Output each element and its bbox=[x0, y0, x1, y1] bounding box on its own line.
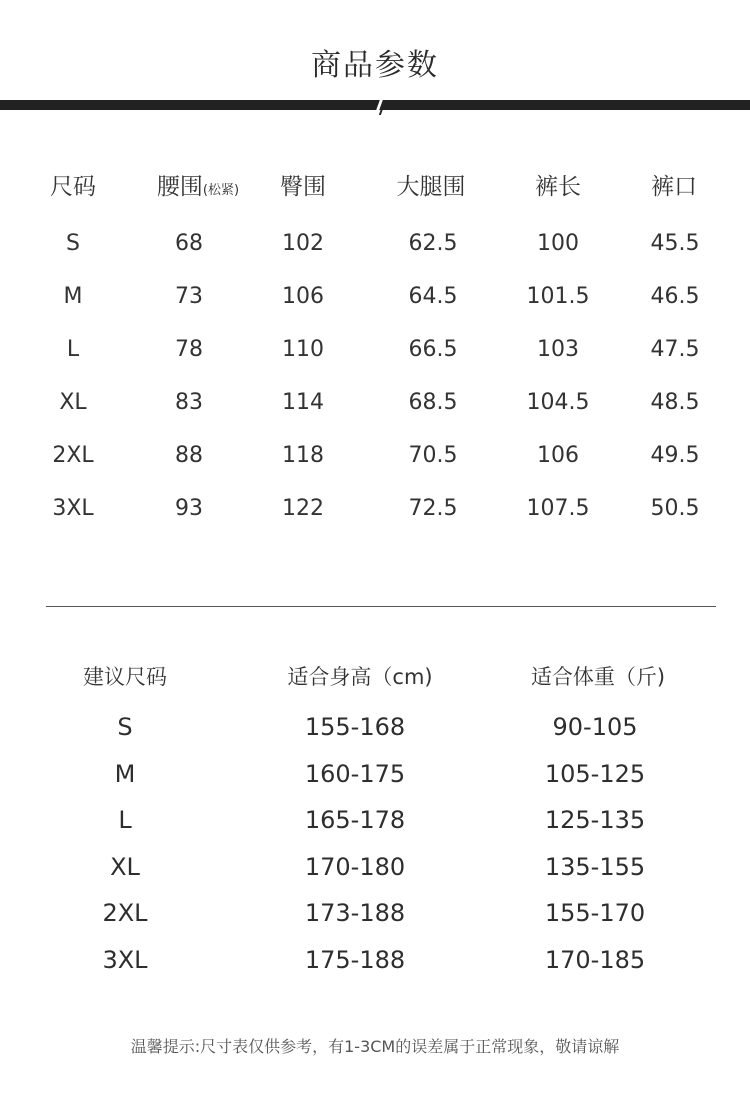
header-hip: 臀围 bbox=[280, 174, 326, 200]
fit-weight-cell: 170-185 bbox=[544, 946, 646, 974]
header-weight: 适合体重（斤) bbox=[530, 665, 666, 689]
thigh-cell: 64.5 bbox=[408, 284, 458, 309]
length-cell: 107.5 bbox=[526, 496, 590, 521]
fit-size-cell: L bbox=[118, 806, 132, 834]
length-cell: 103 bbox=[537, 337, 579, 362]
thigh-cell: 70.5 bbox=[408, 443, 458, 468]
fit-size-cell: 2XL bbox=[102, 899, 148, 927]
hem-cell: 45.5 bbox=[650, 231, 700, 256]
waist-cell: 73 bbox=[175, 284, 203, 309]
waist-cell: 78 bbox=[175, 337, 203, 362]
length-cell: 101.5 bbox=[526, 284, 590, 309]
fit-weight-cell: 135-155 bbox=[544, 853, 646, 881]
size-cell: M bbox=[63, 284, 83, 309]
length-cell: 106 bbox=[537, 443, 579, 468]
thigh-cell: 62.5 bbox=[408, 231, 458, 256]
fit-size-cell: 3XL bbox=[102, 946, 148, 974]
hip-cell: 114 bbox=[282, 390, 324, 415]
header-height: 适合身高（cm) bbox=[287, 665, 433, 689]
fit-height-cell: 165-178 bbox=[304, 806, 406, 834]
size-cell: 2XL bbox=[52, 443, 94, 468]
page-title: 商品参数 bbox=[311, 48, 439, 83]
section-divider bbox=[46, 606, 716, 607]
waist-cell: 88 bbox=[175, 443, 203, 468]
length-cell: 100 bbox=[537, 231, 579, 256]
header-size: 尺码 bbox=[50, 174, 96, 200]
disclaimer-note: 温馨提示:尺寸表仅供参考，有1-3CM的误差属于正常现象，敬请谅解 bbox=[130, 1037, 620, 1056]
title-divider-bar bbox=[0, 100, 750, 110]
hem-cell: 47.5 bbox=[650, 337, 700, 362]
thigh-cell: 66.5 bbox=[408, 337, 458, 362]
fit-height-cell: 173-188 bbox=[304, 899, 406, 927]
fit-weight-cell: 155-170 bbox=[544, 899, 646, 927]
length-cell: 104.5 bbox=[526, 390, 590, 415]
hip-cell: 110 bbox=[282, 337, 324, 362]
hem-cell: 46.5 bbox=[650, 284, 700, 309]
hip-cell: 106 bbox=[282, 284, 324, 309]
fit-weight-cell: 90-105 bbox=[552, 713, 638, 741]
header-hem: 裤口 bbox=[651, 174, 697, 200]
thigh-cell: 68.5 bbox=[408, 390, 458, 415]
fit-height-cell: 155-168 bbox=[304, 713, 406, 741]
header-waist: 腰围(松紧) bbox=[156, 174, 240, 200]
fit-size-cell: S bbox=[117, 713, 133, 741]
size-cell: 3XL bbox=[52, 496, 94, 521]
fit-weight-cell: 125-135 bbox=[544, 806, 646, 834]
hem-cell: 48.5 bbox=[650, 390, 700, 415]
hip-cell: 102 bbox=[282, 231, 324, 256]
hem-cell: 49.5 bbox=[650, 443, 700, 468]
header-length: 裤长 bbox=[535, 174, 581, 200]
header-recommended-size: 建议尺码 bbox=[83, 665, 167, 689]
fit-weight-cell: 105-125 bbox=[544, 760, 646, 788]
fit-height-cell: 170-180 bbox=[304, 853, 406, 881]
hip-cell: 122 bbox=[282, 496, 324, 521]
fit-height-cell: 160-175 bbox=[304, 760, 406, 788]
size-cell: S bbox=[66, 231, 80, 256]
waist-cell: 93 bbox=[175, 496, 203, 521]
hem-cell: 50.5 bbox=[650, 496, 700, 521]
waist-cell: 83 bbox=[175, 390, 203, 415]
waist-cell: 68 bbox=[175, 231, 203, 256]
fit-height-cell: 175-188 bbox=[304, 946, 406, 974]
header-waist-note: (松紧) bbox=[202, 183, 240, 198]
size-cell: L bbox=[66, 337, 80, 362]
size-cell: XL bbox=[59, 390, 87, 415]
fit-size-cell: M bbox=[114, 760, 136, 788]
header-thigh: 大腿围 bbox=[396, 174, 466, 200]
thigh-cell: 72.5 bbox=[408, 496, 458, 521]
fit-size-cell: XL bbox=[110, 853, 140, 881]
hip-cell: 118 bbox=[282, 443, 324, 468]
